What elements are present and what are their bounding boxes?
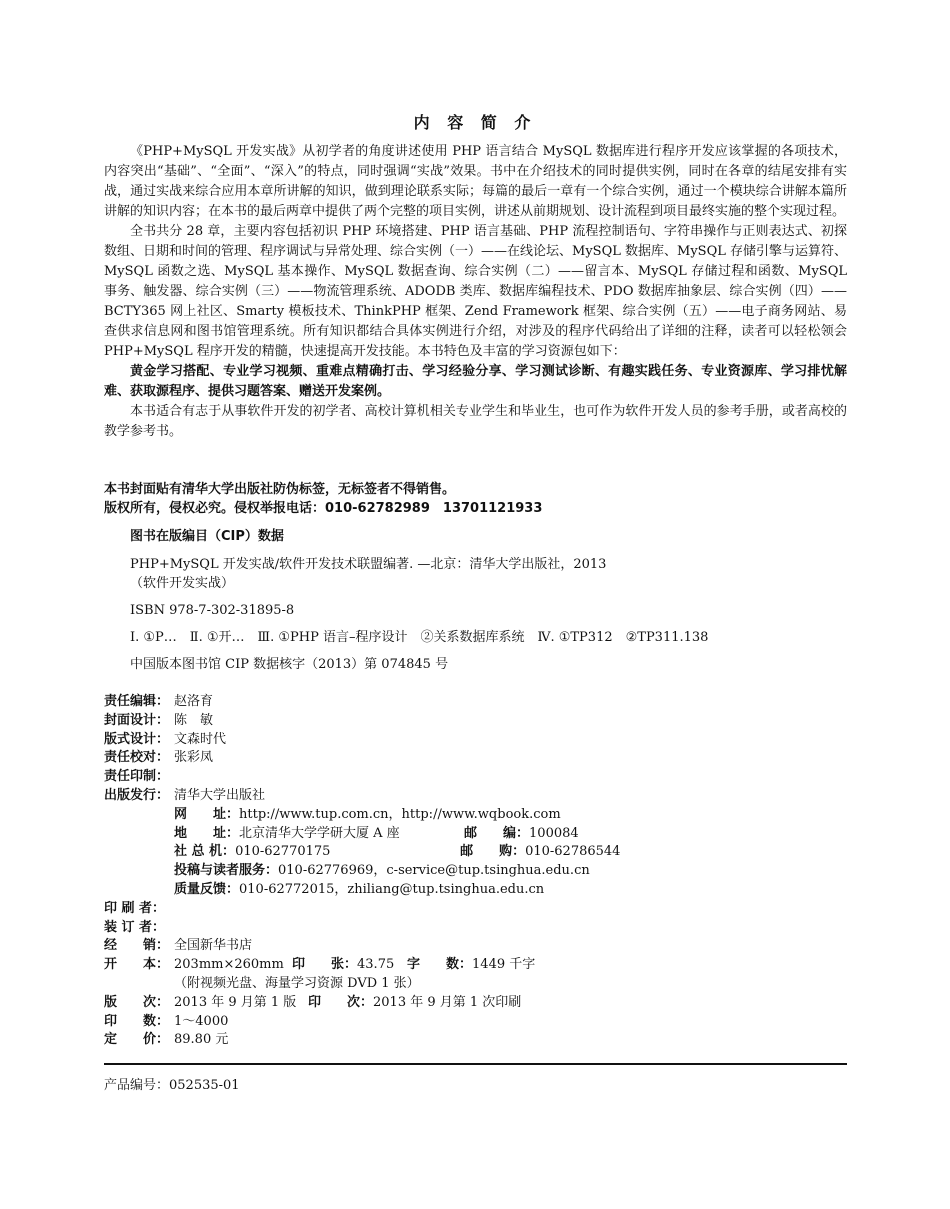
credit-label: 经 销：	[104, 938, 170, 954]
credit-row	[104, 1031, 620, 1050]
copyright-notice	[104, 480, 847, 518]
publication-credits	[104, 693, 620, 1050]
credit-label: 定 价：	[104, 1032, 170, 1048]
intro-features: 黄金学习搭配、专业学习视频、重难点精确打击、学习经验分享、学习测试诊断、有趣实践任务、专业资源库、学习排忧解难、获取源程序、提供习题答案、赠送开发案例。	[104, 364, 847, 399]
credit-row	[104, 881, 620, 900]
credit-label: 质量反馈：	[174, 881, 240, 897]
credit-row	[104, 768, 620, 787]
credit-label: 社 总 机：	[174, 844, 236, 860]
credit-label: 出版发行：	[104, 787, 170, 803]
credit-row	[104, 825, 620, 844]
cip-data	[130, 555, 708, 682]
credit-row	[104, 956, 620, 975]
credit-value: 89.80 元	[174, 1032, 229, 1048]
cip-classification: Ⅰ. ①P… Ⅱ. ①开… Ⅲ. ①PHP 语言–程序设计 ②关系数据库系统 Ⅳ. ①TP312 ②TP311.138	[130, 630, 709, 645]
credit-label: 印 次：	[308, 994, 374, 1010]
rights-notice: 版权所有，侵权必究。侵权举报电话：010-62782989 13701121933	[104, 501, 543, 516]
credit-value: 100084	[529, 825, 579, 841]
book-introduction	[104, 142, 847, 442]
credit-label: 开 本：	[104, 957, 170, 973]
cip-record: 中国版本图书馆 CIP 数据核字（2013）第 074845 号	[130, 657, 449, 672]
credit-value: 清华大学出版社	[174, 787, 266, 803]
credit-label: 责任校对：	[104, 750, 170, 766]
cip-heading: 图书在版编目（CIP）数据	[130, 529, 284, 544]
credit-label: 印 数：	[104, 1013, 170, 1029]
credit-value: 北京清华大学学研大厦 A 座	[239, 825, 400, 841]
anti-counterfeit-notice: 本书封面贴有清华大学出版社防伪标签，无标签者不得销售。	[104, 482, 456, 497]
credit-value: 1～4000	[174, 1013, 229, 1029]
credit-row	[104, 712, 620, 731]
credit-row	[104, 975, 620, 994]
credit-value: 1449 千字	[472, 957, 536, 973]
credit-label: 责任印制：	[104, 769, 170, 785]
credit-label: 网 址：	[174, 806, 240, 822]
credit-value: 张彩凤	[174, 750, 214, 766]
credit-value: 全国新华书店	[174, 938, 253, 954]
credit-value: http://www.tup.com.cn，http://www.wqbook.com	[239, 806, 561, 822]
credit-row	[104, 919, 620, 938]
credit-label: 地 址：	[174, 825, 240, 841]
credit-value: 010-62776969，c-service@tup.tsinghua.edu.cn	[278, 863, 590, 879]
credit-label: 邮 编：	[464, 825, 530, 841]
credit-row	[104, 862, 620, 881]
credit-row	[104, 749, 620, 768]
credit-extra: （附视频光盘、海量学习资源 DVD 1 张）	[174, 975, 420, 991]
credit-label: 装 订 者：	[104, 919, 166, 935]
credit-value: 203mm×260mm	[174, 957, 284, 973]
cip-line-2: （软件开发实战）	[130, 576, 235, 591]
intro-paragraph-audience: 本书适合有志于从事软件开发的初学者、高校计算机相关专业学生和毕业生，也可作为软件开发人员的参考手册，或者高校的教学参考书。	[104, 404, 847, 439]
horizontal-divider	[104, 1063, 847, 1065]
credit-value: 43.75	[357, 957, 395, 973]
credit-value: 010-62772015，zhiliang@tup.tsinghua.edu.cn	[239, 881, 545, 897]
credit-label: 印 张：	[292, 957, 358, 973]
credit-value: 010-62786544	[525, 844, 621, 860]
cip-isbn: ISBN 978-7-302-31895-8	[130, 603, 295, 618]
credit-row	[104, 806, 620, 825]
credit-label: 投稿与读者服务：	[174, 863, 279, 879]
credit-label: 邮 购：	[460, 844, 526, 860]
credit-label: 责任编辑：	[104, 694, 170, 709]
credit-label: 字 数：	[407, 957, 473, 973]
credit-label: 版式设计：	[104, 731, 170, 747]
credit-row	[104, 843, 620, 862]
credit-row	[104, 937, 620, 956]
credit-value: 赵洛育	[174, 694, 214, 709]
credit-row	[104, 693, 620, 712]
credit-label: 印 刷 者：	[104, 900, 166, 916]
credit-value: 2013 年 9 月第 1 次印刷	[373, 994, 522, 1010]
credit-value: 陈 敏	[174, 712, 214, 728]
cip-line-1: PHP+MySQL 开发实战/软件开发技术联盟编著. —北京：清华大学出版社，2013	[130, 557, 607, 572]
credit-value: 2013 年 9 月第 1 版	[174, 994, 297, 1010]
product-number: 产品编号：052535-01	[104, 1078, 240, 1093]
credit-row	[104, 994, 620, 1013]
intro-paragraph-1: 《PHP+MySQL 开发实战》从初学者的角度讲述使用 PHP 语言结合 MySQL 数据库进行程序开发应该掌握的各项技术，内容突出“基础”、“全面”、“深入”的特点，同时强调“实战”效果。书中在介绍技术的同时提供实例，同时在各章的结尾安排有实战，通过实战来综合应用本章所讲解的知识，做到理论联系实际；每篇的最后一章有一个综合实例，通过一个模块综合讲解本篇所讲解的知识内容；在本书的最后两章中提供了两个完整的项目实例，讲述从前期规划、设计流程到项目最终实施的整个实现过程。	[104, 144, 847, 219]
credit-row	[104, 900, 620, 919]
credit-row	[104, 731, 620, 750]
page-title: 内 容 简 介	[413, 113, 537, 132]
credit-label: 封面设计：	[104, 712, 170, 728]
credit-value: 文森时代	[174, 731, 227, 747]
intro-paragraph-2: 全书共分 28 章，主要内容包括初识 PHP 环境搭建、PHP 语言基础、PHP 流程控制语句、字符串操作与正则表达式、初探数组、日期和时间的管理、程序调试与异常处理、综合实例（一）——在线论坛、MySQL 数据库、MySQL 存储引擎与运算符、MySQL 函数之选、MySQL 基本操作、MySQL 数据查询、综合实例（二）——留言本、MySQL 存储过程和函数、MySQL 事务、触发器、综合实例（三）——物流管理系统、ADODB 类库、数据库编程技术、PDO 数据库抽象层、综合实例（四）——BCTY365 网上社区、Smarty 模板技术、ThinkPHP 框架、Zend Framework 框架、综合实例（五）——电子商务网站、易查供求信息网和图书馆管理系统。所有知识都结合具体实例进行介绍，对涉及的程序代码给出了详细的注释，读者可以轻松领会 PHP+MySQL 程序开发的精髓，快速提高开发技能。本书特色及丰富的学习资源包如下：	[104, 224, 847, 359]
credit-value: 010-62770175	[235, 844, 331, 860]
credit-label: 版 次：	[104, 994, 170, 1010]
credit-row	[104, 787, 620, 806]
credit-row	[104, 1013, 620, 1032]
